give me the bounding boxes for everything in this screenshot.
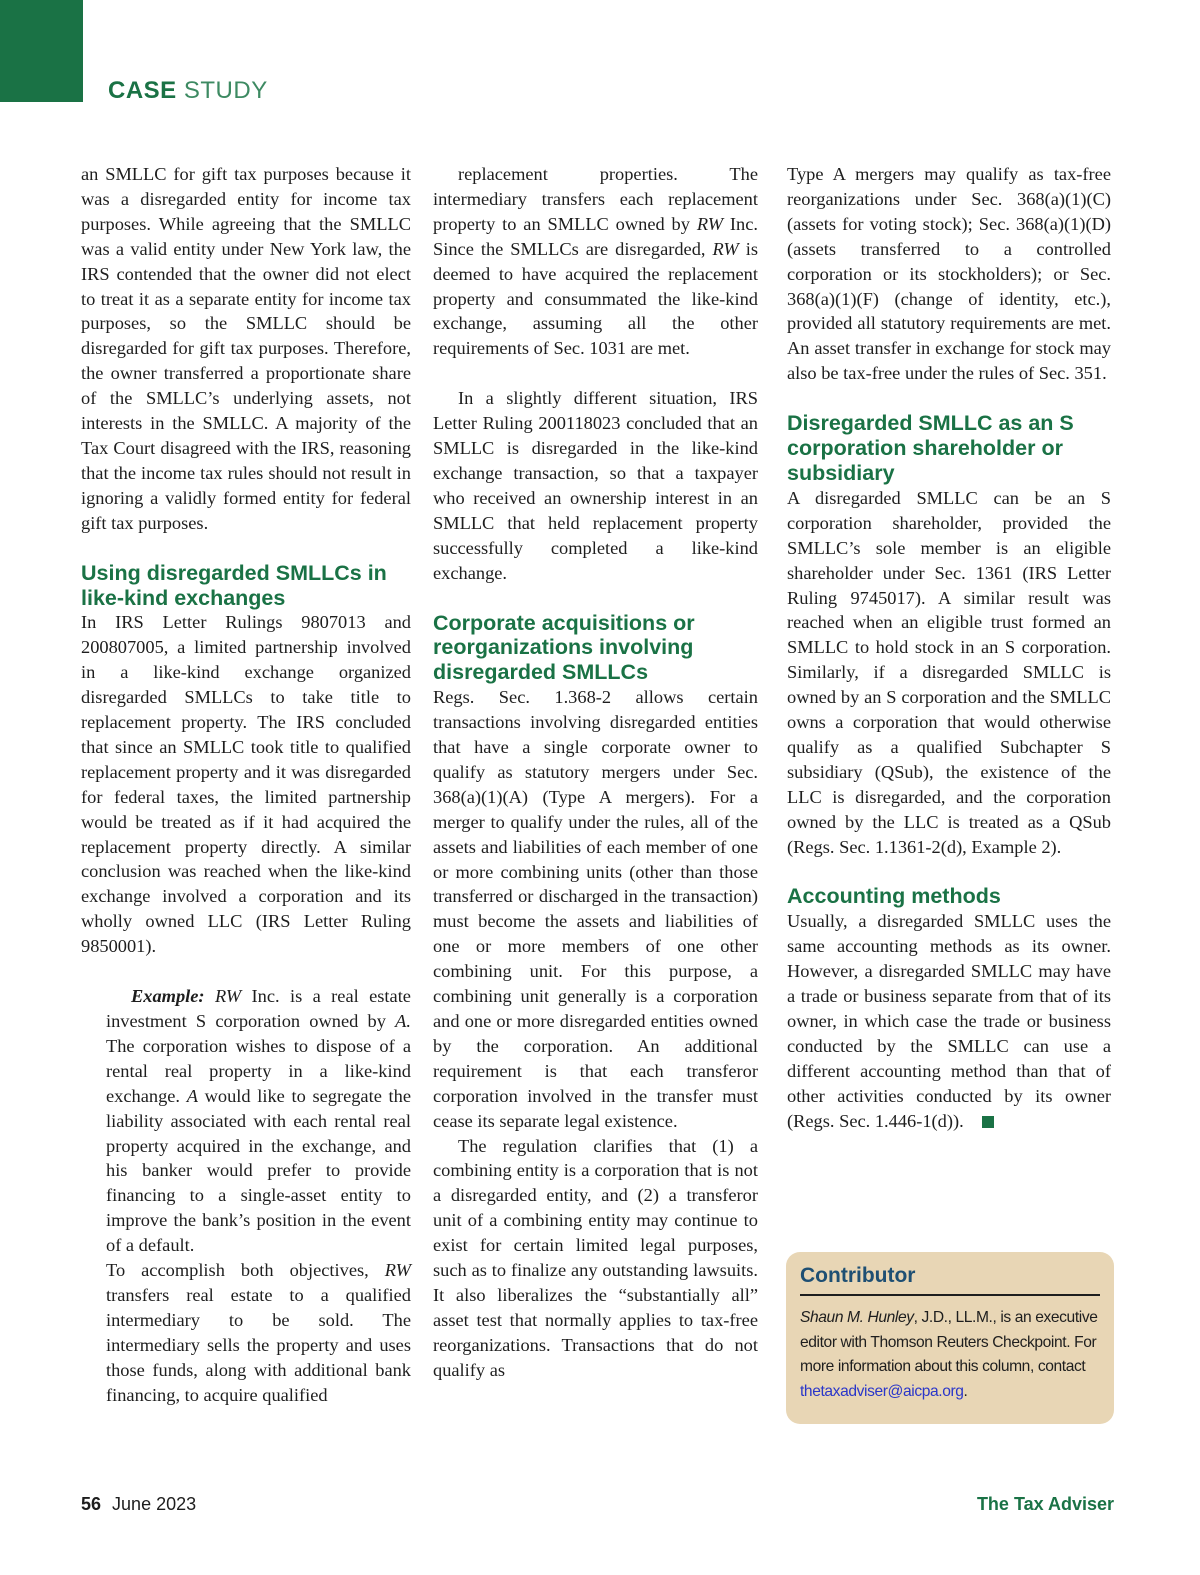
- paragraph: Regs. Sec. 1.368-2 allows certain transactions involving disregarded entities that have a single corporate owner to qualify as statutory mergers under Sec. 368(a)(1)(A) (Type A mergers). For a merger to qualify under the rules, all of the assets and liabilities of each member of one or more combining units (other than those transferred or discharged in the transaction) must become the assets and liabilities of one or more members of one other combining unit. For this purpose, a combining unit generally is a corporation and one or more disregarded entities owned by the corporation. An additional requirement is that each transferor corporation involved in the transfer must cease its separate legal existence.: [433, 687, 758, 1131]
- example-text: transfers real estate to a qualified intermediary to be sold. The intermediary sells the property and uses those funds, along with additional bank financing, to acquire qualified: [106, 1284, 411, 1405]
- contact-email-link[interactable]: thetaxadviser@aicpa.org: [800, 1382, 964, 1400]
- example-paragraph: [106, 984, 411, 1258]
- section-heading: Disregarded SMLLC as an S corporation shareholder or subsidiary: [787, 411, 1074, 485]
- example-text: would like to segregate the liability associated with each rental real property acquired in the exchange, and his banker would prefer to provide financing to a single-asset entity to improve the bank’s position in the event of a default.: [106, 1085, 411, 1256]
- page-number: 56: [81, 1494, 102, 1514]
- text-run: is deemed to have acquired the replacement property and consummated the like-kind exchange, assuming all the other requirements of Sec. 1031 are met.: [433, 238, 758, 359]
- contributor-bio: [800, 1306, 1100, 1404]
- contributor-name: Shaun M. Hunley: [800, 1309, 914, 1326]
- example-company: RW: [696, 213, 724, 234]
- section-label-light: STUDY: [183, 77, 268, 104]
- section-label-bold: CASE: [108, 77, 177, 104]
- section-label: [108, 77, 268, 105]
- period: .: [963, 1382, 968, 1400]
- column-3: [787, 162, 1111, 1134]
- issue-date: June 2023: [112, 1494, 197, 1514]
- example-owner: A: [186, 1085, 198, 1106]
- example-owner: A.: [395, 1011, 411, 1031]
- example-company: RW: [214, 986, 242, 1007]
- text-run: replacement properties. The intermediary transfers each replacement property to an SMLLC owned by: [433, 164, 758, 234]
- paragraph: The regulation clarifies that (1) a combining entity is a corporation that is not a disregarded entity, and (2) a transferor unit of a combining entity may continue to exist for certain limited legal purposes, such as to finalize any outstanding lawsuits. It also liberalizes the “substantially all” asset test that normally applies to tax-free reorganizations. Transactions that do not qualify as: [433, 1135, 758, 1380]
- contributor-box: [786, 1252, 1114, 1424]
- paragraph: [433, 162, 758, 361]
- column-2: [433, 162, 758, 1383]
- contributor-title: Contributor: [800, 1264, 1100, 1296]
- example-text: To accomplish both objectives,: [106, 1260, 369, 1281]
- example-text: Inc. is a real estate investment S corporation owned by: [106, 986, 411, 1031]
- paragraph: In a slightly different situation, IRS Letter Ruling 200118023 concluded that an SMLLC is disregarded in the like-kind exchange transaction, so that a taxpayer who received an ownership interest in an SMLLC that held replacement property successfully completed a like-kind exchange.: [433, 388, 758, 583]
- publication-name: The Tax Adviser: [976, 1494, 1114, 1514]
- paragraph: Type A mergers may qualify as tax-free reorganizations under Sec. 368(a)(1)(C) (assets for voting stock); Sec. 368(a)(1)(D) (assets transferred to a controlled corporation or its stockholders); or Sec. 368(a)(1)(F) (change of identity, etc.), provided all statutory requirements are met. An asset transfer in exchange for stock may also be tax-free under the rules of Sec. 351.: [787, 164, 1111, 384]
- end-mark-icon: [982, 1116, 994, 1128]
- column-1: [81, 162, 411, 1408]
- example-label: Example:: [131, 986, 205, 1007]
- paragraph: A disregarded SMLLC can be an S corporation shareholder, provided the SMLLC’s sole member is an eligible shareholder under Sec. 1361 (IRS Letter Ruling 9745017). A similar result was reached when an eligible trust formed an SMLLC to hold stock in an S corporation. Similarly, if a disregarded SMLLC is owned by an S corporation and the SMLLC owns a corporation that would otherwise qualify as a qualified Subchapter S subsidiary (QSub), the existence of the LLC is disregarded, and the corporation owned by the LLC is treated as a QSub (Regs. Sec. 1.1361-2(d), Example 2).: [787, 487, 1111, 857]
- example-company: RW: [712, 238, 739, 259]
- section-heading: Corporate acquisitions or reorganizations involving disregarded SMLLCs: [433, 610, 695, 685]
- section-heading: Accounting methods: [787, 884, 1001, 909]
- text-run: Inc. Since the SMLLCs are disregarded,: [433, 213, 758, 259]
- section-heading: Using disregarded SMLLCs in like-kind exchanges: [81, 560, 387, 610]
- example-paragraph: [106, 1258, 411, 1407]
- header-green-block: [0, 0, 83, 102]
- paragraph: an SMLLC for gift tax purposes because it was a disregarded entity for income tax purposes. While agreeing that the SMLLC was a valid entity under New York law, the IRS contended that the owner did not elect to treat it as a separate entity for income tax purposes, so the SMLLC should be disregarded for gift tax purposes. Therefore, the owner transferred a proportionate share of the SMLLC’s underlying assets, not interests in the SMLLC. A majority of the Tax Court disagreed with the IRS, reasoning that the income tax rules should not result in ignoring a validly formed entity for federal gift tax purposes.: [81, 164, 411, 533]
- paragraph: In IRS Letter Rulings 9807013 and 200807005, a limited partnership involved in a like-kind exchange organized disregarded SMLLCs to take title to replacement property. The IRS concluded that since an SMLLC took title to qualified replacement property and it was disregarded for federal taxes, the limited partnership would be treated as if it had acquired the replacement property directly. A similar conclusion was reached when the like-kind exchange involved a corporation and its wholly owned LLC (IRS Letter Ruling 9850001).: [81, 612, 411, 957]
- example-company: RW: [384, 1260, 411, 1281]
- text-run: Usually, a disregarded SMLLC uses the same accounting methods as its owner. However, a disregarded SMLLC may have a trade or business separate from that of its owner, in which case the trade or business conducted by the SMLLC can use a different accounting method than that of other activities conducted by its owner (Regs. Sec. 1.446-1(d)).: [787, 911, 1111, 1131]
- example-text: The corporation wishes to dispose of a rental real property in a like-kind exchange.: [106, 1035, 411, 1106]
- paragraph: [787, 909, 1111, 1133]
- footer-left: [81, 1494, 196, 1515]
- contributor-bio-text: , J.D., LL.M., is an executive editor with Thomson Reuters Checkpoint. For more information about this column, contact: [800, 1309, 1098, 1375]
